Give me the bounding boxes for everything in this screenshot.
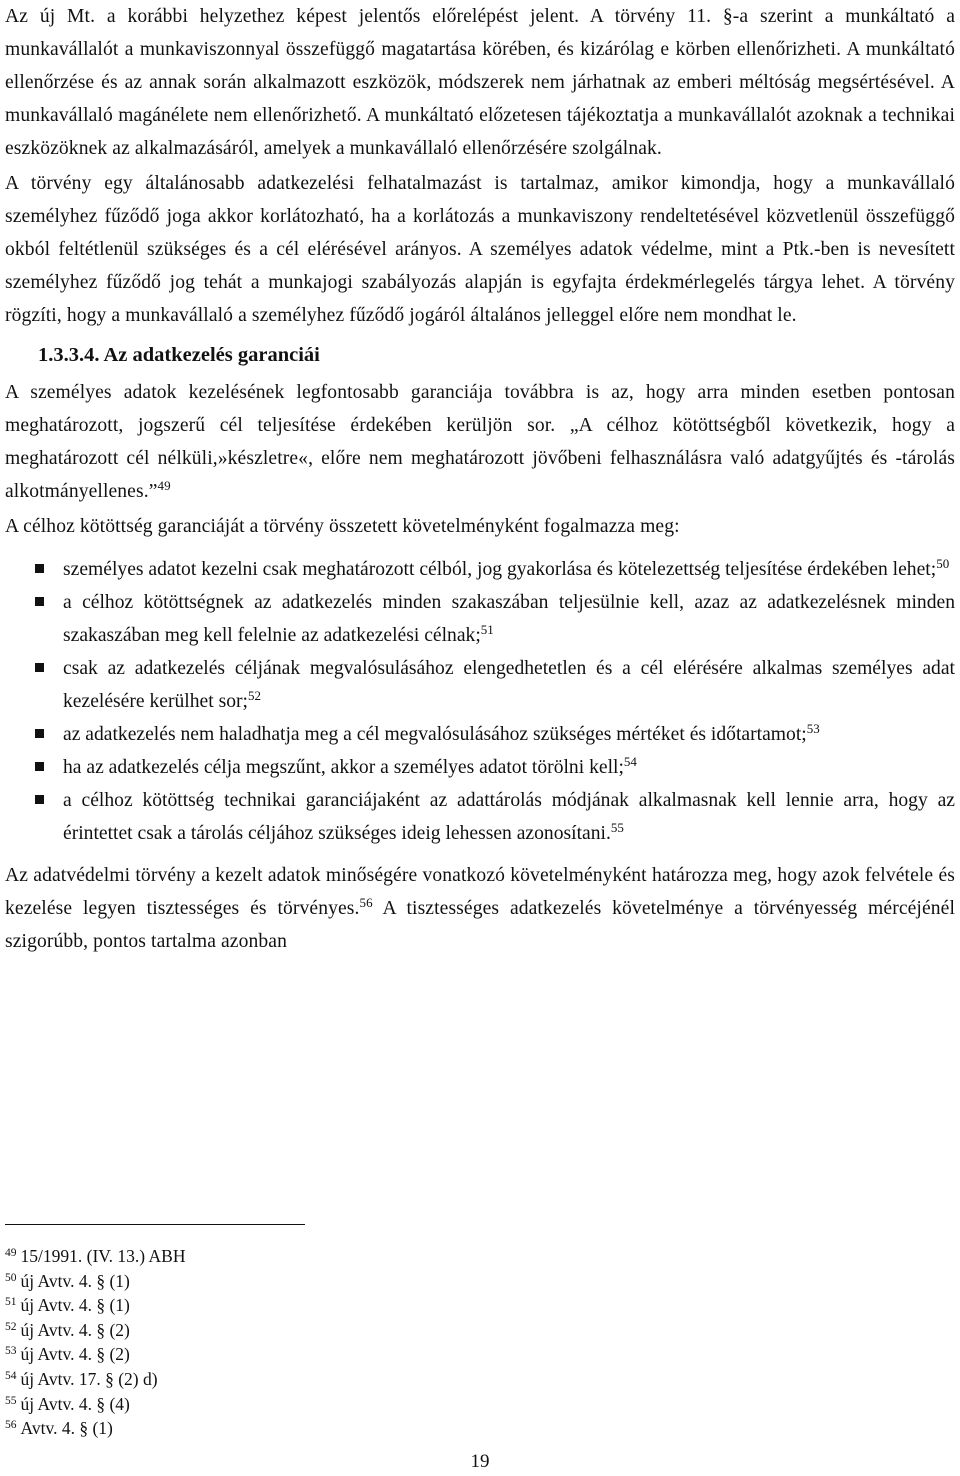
footnote	[5, 1293, 605, 1318]
footnote	[5, 1269, 605, 1294]
square-bullet-icon	[35, 597, 44, 606]
list-item	[5, 751, 955, 784]
paragraph-list-intro: A célhoz kötöttség garanciáját a törvény összetett követelményként fogalmazza meg:	[5, 516, 680, 537]
page-number: 19	[470, 1451, 490, 1472]
square-bullet-icon	[35, 729, 44, 738]
paragraph-data-quality-text-a: Az adatvédelmi törvény a kezelt adatok minőségére vonatkozó követelményként határozza meg, hogy azok felvétele és kezelése legyen tisztességes és törvényes.	[5, 865, 955, 919]
paragraph-data-quality	[5, 859, 955, 958]
footnote-ref[interactable]: 55	[610, 820, 624, 835]
footnote-text: Avtv. 4. § (1)	[20, 1418, 113, 1439]
footnote-text: új Avtv. 4. § (2)	[20, 1344, 130, 1365]
square-bullet-icon	[35, 762, 44, 771]
footnote-ref[interactable]: 53	[806, 721, 820, 736]
footnote-number: 50	[5, 1271, 17, 1284]
footnote-text: új Avtv. 17. § (2) d)	[20, 1368, 158, 1389]
square-bullet-icon	[35, 795, 44, 804]
list-item	[5, 586, 955, 652]
footnote	[5, 1416, 605, 1441]
list-item	[5, 784, 955, 850]
list-item-text: a célhoz kötöttségnek az adatkezelés minden szakaszában teljesülnie kell, azaz az adatkezelésnek minden szakaszában meg kell felelnie az adatkezelési célnak;	[63, 592, 955, 646]
footnote-number: 56	[5, 1419, 17, 1432]
list-item	[5, 652, 955, 718]
footnote-ref[interactable]: 56	[359, 895, 373, 910]
list-item-text: csak az adatkezelés céljának megvalósulásához elengedhetetlen és a cél elérésére alkalmas személyes adat kezelésére kerülhet sor;	[63, 658, 955, 712]
list-item-text: az adatkezelés nem haladhatja meg a cél megvalósulásához szükséges mértéket és időtartamot;	[63, 724, 807, 745]
footnote-ref[interactable]: 50	[936, 556, 950, 571]
list-item-text: személyes adatot kezelni csak meghatározott célból, jog gyakorlása és kötelezettség teljesítése érdekében lehet;	[63, 559, 937, 580]
footnote-separator	[5, 1224, 305, 1225]
footnote-number: 49	[5, 1247, 17, 1259]
footnote	[5, 1244, 605, 1269]
footnote-text: új Avtv. 4. § (1)	[20, 1270, 130, 1291]
footnote-number: 52	[5, 1320, 17, 1333]
footnote-number: 55	[5, 1394, 17, 1407]
footnote-text: új Avtv. 4. § (4)	[20, 1393, 130, 1414]
list-item	[5, 553, 955, 586]
footnote-number: 54	[5, 1369, 17, 1382]
footnote	[5, 1367, 605, 1392]
section-heading: 1.3.3.4. Az adatkezelés garanciái	[38, 344, 320, 366]
document-page	[5, 0, 955, 958]
paragraph-data-quality-text-b: A tisztességes adatkezelés követelménye a törvényesség mércéjénél szigorúbb, pontos tartalma azonban	[5, 898, 955, 952]
footnote-number: 51	[5, 1296, 17, 1309]
footnote	[5, 1392, 605, 1417]
footnote-text: 15/1991. (IV. 13.) ABH	[20, 1246, 186, 1266]
square-bullet-icon	[35, 564, 44, 573]
footnote-ref[interactable]: 51	[480, 622, 494, 637]
requirements-list	[5, 553, 955, 850]
paragraph-purpose-guarantee-text: A személyes adatok kezelésének legfontosabb garanciája továbbra is az, hogy arra minden esetben pontosan meghatározott, jogszerű cél teljesítése érdekében kerüljön sor. „A célhoz kötöttségből következik, hogy a meghatározott cél nélküli,»készletre«, előre nem meghatározott jövőbeni felhasználásra való adatgyűjtés és -tárolás alkotmányellenes.”	[5, 382, 955, 502]
footnote-number: 53	[5, 1345, 17, 1358]
list-item-text: ha az adatkezelés célja megszűnt, akkor a személyes adatot törölni kell;	[63, 757, 624, 778]
list-item	[5, 718, 955, 751]
footnote-ref[interactable]: 54	[623, 754, 637, 769]
footnote	[5, 1342, 605, 1367]
list-item-text: a célhoz kötöttség technikai garanciájaként az adattárolás módjának alkalmasnak kell lennie arra, hogy az érintettet csak a tárolás céljához szükséges ideig lehessen azonosítani.	[63, 790, 955, 844]
square-bullet-icon	[35, 663, 44, 672]
paragraph-general-authorization: A törvény egy általánosabb adatkezelési felhatalmazást is tartalmaz, amikor kimondja, hogy a munkavállaló személyhez fűződő joga akkor korlátozható, ha a korlátozás a munkaviszony rendeltetésével közvetlenül összefüggő okból feltétlenül szükséges és a cél elérésével arányos. A személyes adatok védelme, mint a Ptk.-ben is nevesített személyhez fűződő jog tehát a munkajogi szabályozás alapján is egyfajta érdekmérlegelés tárgya lehet. A törvény rögzíti, hogy a munkavállaló a személyhez fűződő jogáról általános jelleggel előre nem mondhat le.	[5, 173, 955, 326]
footnote-text: új Avtv. 4. § (2)	[20, 1319, 130, 1340]
footnote-text: új Avtv. 4. § (1)	[20, 1295, 130, 1316]
footnote-ref[interactable]: 49	[157, 478, 171, 493]
footnotes	[5, 1244, 605, 1441]
paragraph-mt-control: Az új Mt. a korábbi helyzethez képest jelentős előrelépést jelent. A törvény 11. §-a szerint a munkáltató a munkavállalót a munkaviszonnyal összefüggő magatartása körében, és kizárólag e körben ellenőrizheti. A munkáltató ellenőrzése és az annak során alkalmazott eszközök, módszerek nem járhatnak az emberi méltóság megsértésével. A munkavállaló magánélete nem ellenőrizhető. A munkáltató előzetesen tájékoztatja a munkavállalót azoknak a technikai eszközöknek az alkalmazásáról, amelyek a munkavállaló ellenőrzésére szolgálnak.	[5, 6, 955, 159]
footnote-ref[interactable]: 52	[247, 688, 261, 703]
paragraph-purpose-guarantee	[5, 376, 955, 508]
footnote	[5, 1318, 605, 1343]
